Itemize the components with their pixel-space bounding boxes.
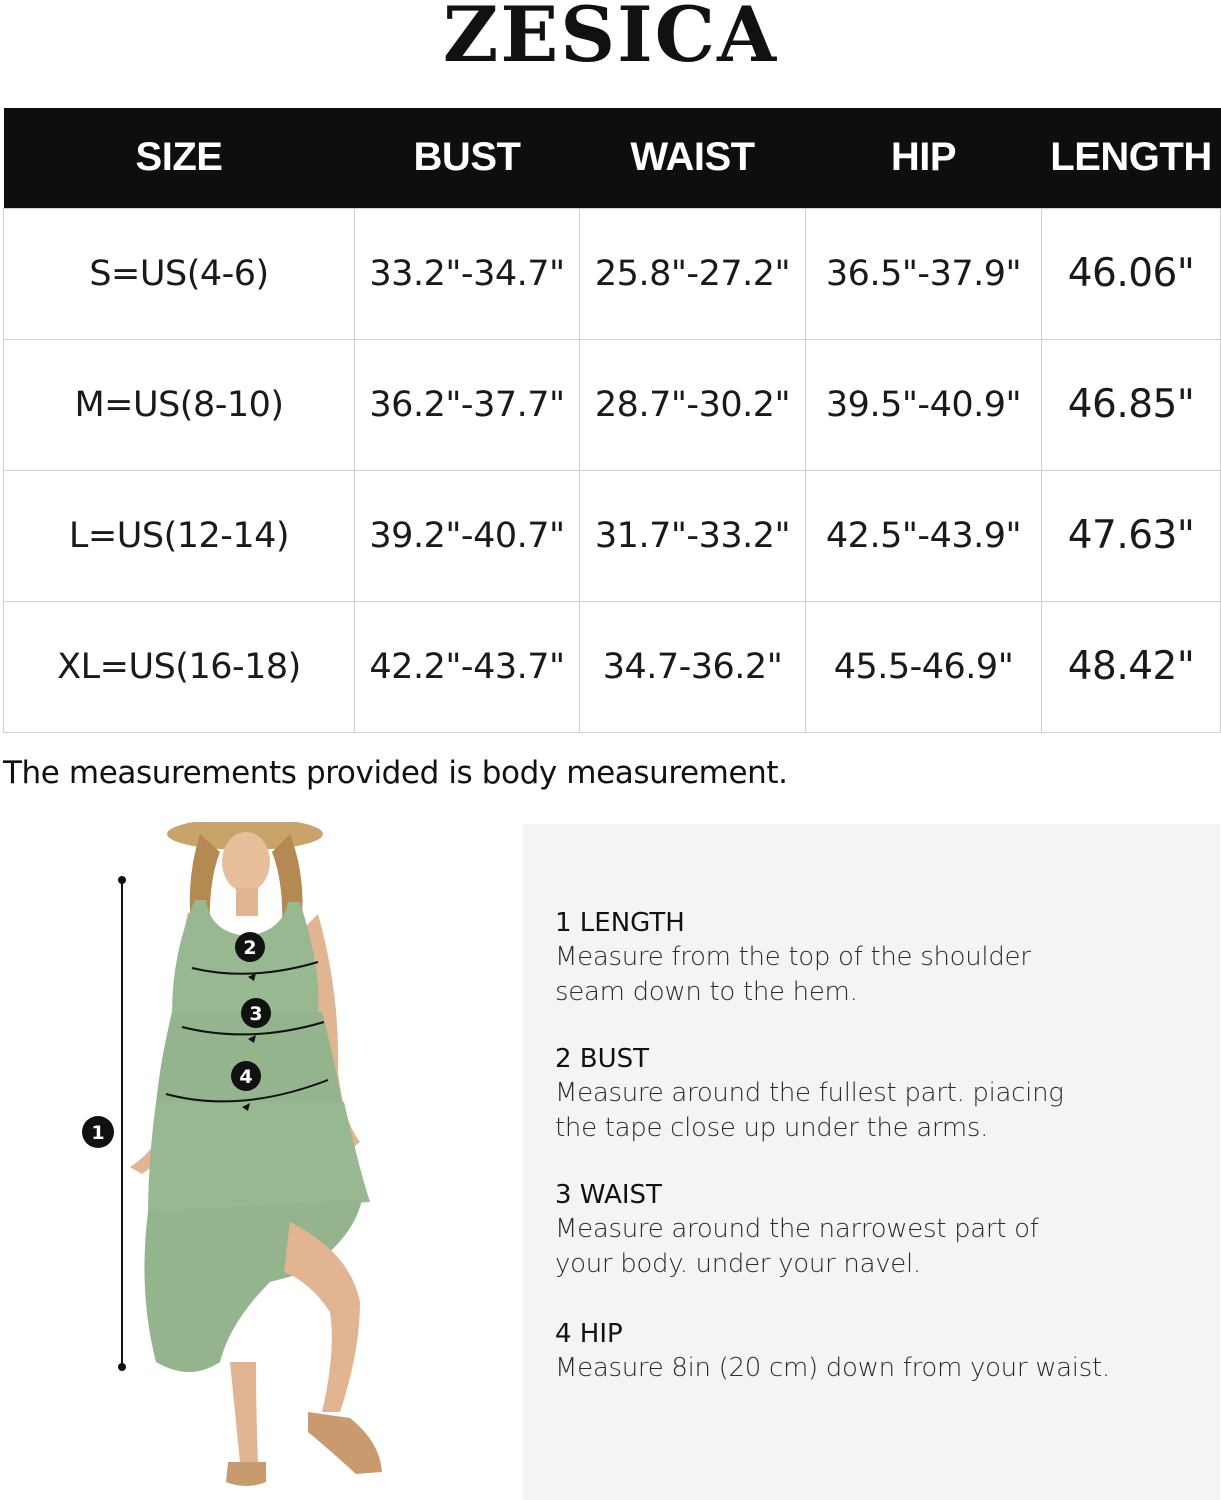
cell-length: 47.63": [1042, 470, 1221, 601]
size-chart-table: [3, 108, 1221, 733]
guide-desc-line: your body. under your navel.: [555, 1249, 921, 1279]
table-row: [4, 208, 1221, 339]
guide-item-hip: [555, 1317, 1195, 1386]
cell-hip: 39.5"-40.9": [806, 339, 1042, 470]
cell-bust: 36.2"-37.7": [355, 339, 580, 470]
cell-hip: 42.5"-43.9": [806, 470, 1042, 601]
cell-hip: 36.5"-37.9": [806, 208, 1042, 339]
cell-waist: 25.8"-27.2": [580, 208, 806, 339]
table-row: [4, 470, 1221, 601]
guide-desc-line: Measure 8in (20 cm) down from your waist.: [555, 1353, 1110, 1383]
svg-text:2: 2: [243, 937, 257, 959]
cell-size: M=US(8-10): [4, 339, 355, 470]
length-bottom-dot: [118, 1363, 126, 1371]
guide-item-waist: [555, 1178, 1195, 1282]
guide-desc-line: Measure from the top of the shoulder: [555, 942, 1031, 972]
guide-desc-line: seam down to the hem.: [555, 977, 858, 1007]
header-size: SIZE: [4, 108, 355, 208]
marker-2: [235, 932, 265, 962]
cell-length: 48.42": [1042, 601, 1221, 732]
cell-bust: 42.2"-43.7": [355, 601, 580, 732]
length-top-dot: [118, 876, 126, 884]
cell-waist: 28.7"-30.2": [580, 339, 806, 470]
table-row: [4, 339, 1221, 470]
svg-text:4: 4: [239, 1066, 253, 1088]
guide-desc-line: Measure around the fullest part. piacing: [555, 1078, 1064, 1108]
leg-left-shape: [230, 1362, 258, 1462]
cell-size: S=US(4-6): [4, 208, 355, 339]
brand-logo: ZESICA: [442, 0, 779, 79]
marker-4: [231, 1061, 261, 1091]
cell-waist: 31.7"-33.2": [580, 470, 806, 601]
cell-size: XL=US(16-18): [4, 601, 355, 732]
sandal-right-shape: [308, 1412, 382, 1474]
guide-item-length: [555, 906, 1195, 1010]
cell-length: 46.06": [1042, 208, 1221, 339]
svg-text:1: 1: [91, 1122, 105, 1144]
guide-title: 1 LENGTH: [555, 908, 685, 938]
cell-waist: 34.7-36.2": [580, 601, 806, 732]
cell-size: L=US(12-14): [4, 470, 355, 601]
header-hip: HIP: [806, 108, 1042, 208]
dress-illustration: [60, 822, 440, 1497]
measurement-note: The measurements provided is body measurement.: [3, 755, 788, 791]
header-waist: WAIST: [580, 108, 806, 208]
cell-length: 46.85": [1042, 339, 1221, 470]
face-shape: [222, 832, 270, 892]
cell-bust: 39.2"-40.7": [355, 470, 580, 601]
cell-hip: 45.5-46.9": [806, 601, 1042, 732]
guide-title: 4 HIP: [555, 1319, 623, 1349]
header-length: LENGTH: [1042, 108, 1221, 208]
guide-desc-line: the tape close up under the arms.: [555, 1113, 989, 1143]
table-header-row: [4, 108, 1221, 208]
sandal-left-shape: [226, 1462, 266, 1486]
guide-desc-line: Measure around the narrowest part of: [555, 1214, 1039, 1244]
header-bust: BUST: [355, 108, 580, 208]
dress-tier-2-shape: [148, 1102, 370, 1214]
table-row: [4, 601, 1221, 732]
svg-text:3: 3: [249, 1003, 263, 1025]
measurement-guide-panel: [523, 824, 1220, 1500]
guide-title: 3 WAIST: [555, 1180, 662, 1210]
guide-item-bust: [555, 1042, 1195, 1146]
marker-1: [82, 1116, 114, 1148]
cell-bust: 33.2"-34.7": [355, 208, 580, 339]
leg-shape: [284, 1222, 360, 1412]
neck-shape: [236, 888, 258, 916]
guide-title: 2 BUST: [555, 1044, 650, 1074]
marker-3: [241, 998, 271, 1028]
model-figure: [60, 822, 440, 1497]
